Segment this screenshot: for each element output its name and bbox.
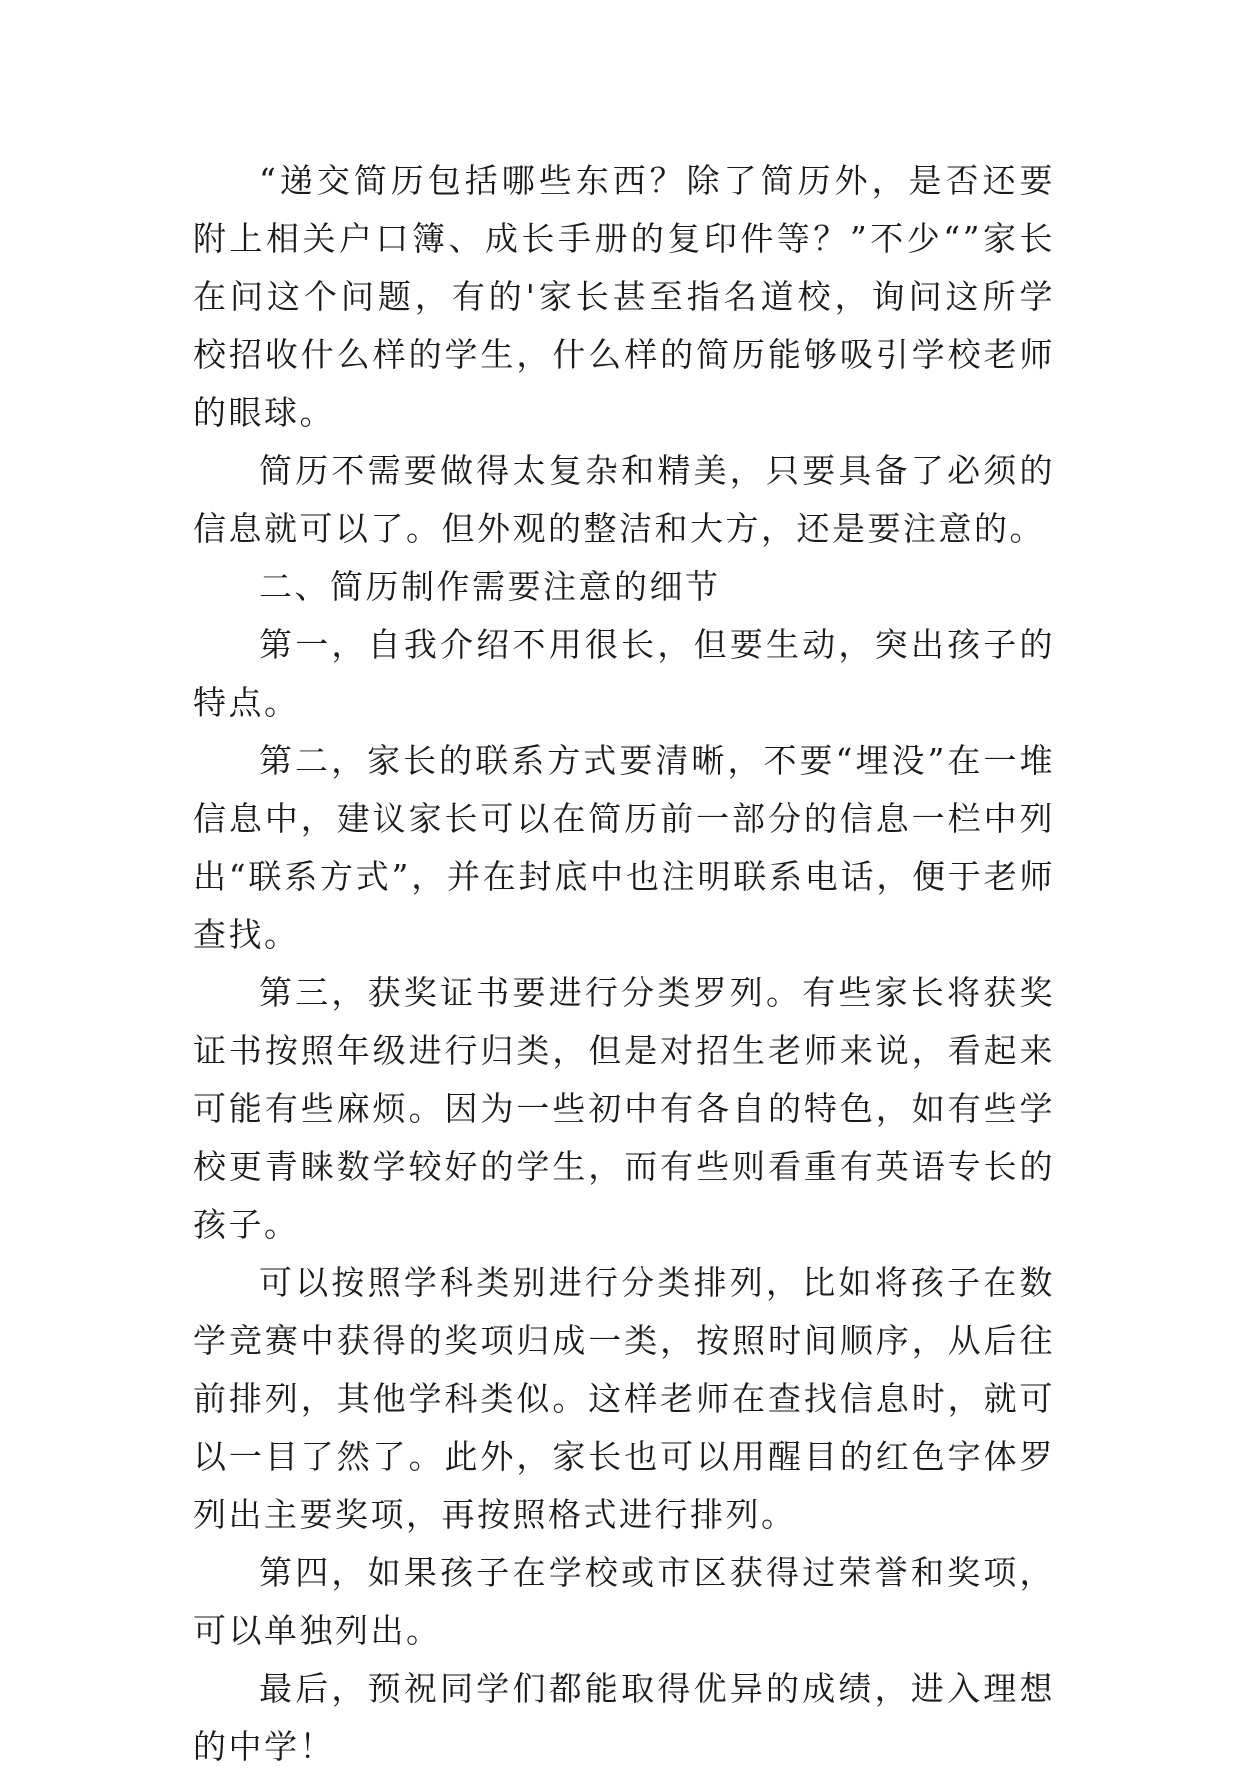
document-body	[193, 152, 1055, 1776]
paragraph-point-four: 第四，如果孩子在学校或市区获得过荣誉和奖项，可以单独列出。	[193, 1553, 1055, 1650]
paragraph-resume-simplicity: 简历不需要做得太复杂和精美，只要具备了必须的信息就可以了。但外观的整洁和大方，还是要注意的。	[193, 451, 1055, 548]
paragraph-point-one: 第一，自我介绍不用很长，但要生动，突出孩子的特点。	[193, 625, 1055, 722]
paragraph-sort-by-subject: 可以按照学科类别进行分类排列，比如将孩子在数学竞赛中获得的奖项归成一类，按照时间顺序，从后往前排列，其他学科类似。这样老师在查找信息时，就可以一目了然了。此外，家长也可以用醒目的红色字体罗列出主要奖项，再按照格式进行排列。	[193, 1263, 1055, 1534]
paragraph-point-two: 第二，家长的联系方式要清晰，不要“埋没”在一堆信息中，建议家长可以在简历前一部分的信息一栏中列出“联系方式”，并在封底中也注明联系电话，便于老师查找。	[193, 741, 1055, 954]
paragraph-closing: 最后，预祝同学们都能取得优异的成绩，进入理想的中学！	[193, 1669, 1055, 1766]
section-heading-details: 二、简历制作需要注意的细节	[259, 567, 721, 606]
paragraph-resume-contents: “递交简历包括哪些东西？除了简历外，是否还要附上相关户口簿、成长手册的复印件等？”不少“”家长在问这个问题，有的'家长甚至指名道校，询问这所学校招收什么样的学生，什么样的简历能够吸引学校老师的眼球。	[193, 161, 1055, 432]
paragraph-point-three: 第三，获奖证书要进行分类罗列。有些家长将获奖证书按照年级进行归类，但是对招生老师来说，看起来可能有些麻烦。因为一些初中有各自的特色，如有些学校更青睐数学较好的学生，而有些则看重有英语专长的孩子。	[193, 973, 1055, 1244]
